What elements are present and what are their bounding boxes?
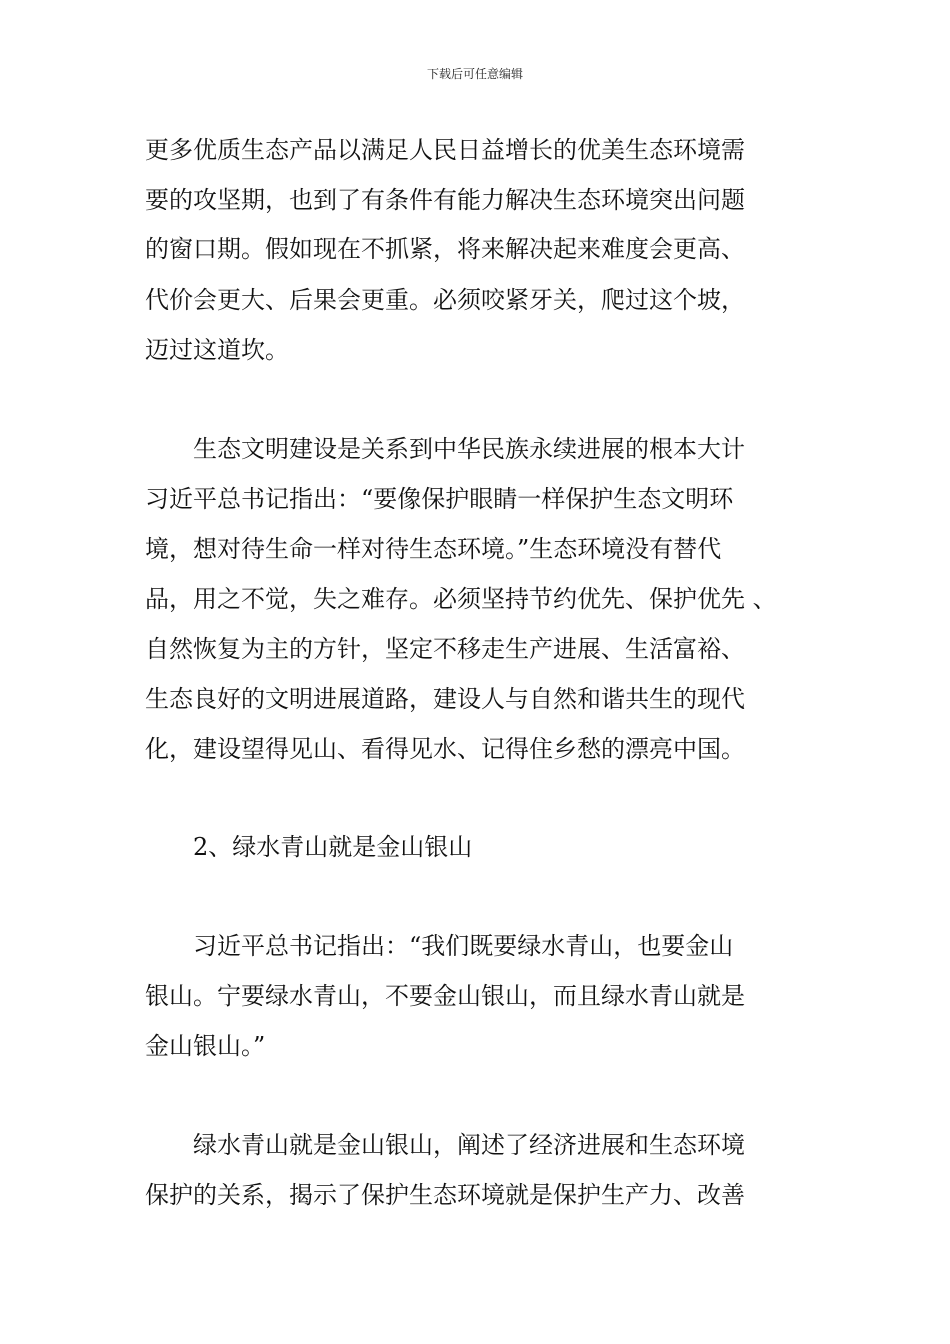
paragraph-line: 迈过这道坎。 xyxy=(145,336,289,364)
paragraph-line: 金山银山。” xyxy=(145,1032,266,1060)
paragraph-line: 代价会更大、后果会更重。必须咬紧牙关，爬过这个坡， xyxy=(145,286,745,314)
paragraph-line: 银山。宁要绿水青山，不要金山银山，而且绿水青山就是 xyxy=(145,982,745,1010)
paragraph-line: 习近平总书记指出：“要像保护眼睛一样保护生态文明环 xyxy=(145,485,734,513)
paragraph-line: 习近平总书记指出：“我们既要绿水青山，也要金山 xyxy=(193,932,734,960)
paragraph-line: 品，用之不觉，失之难存。必须坚持节约优先、保护优先 、 xyxy=(145,585,777,613)
paragraph-line: 保护的关系，揭示了保护生态环境就是保护生产力、改善 xyxy=(145,1181,745,1209)
paragraph-line: 要的攻坚期，也到了有条件有能力解决生态环境突出问题 xyxy=(145,186,745,214)
paragraph-line: 生态良好的文明进展道路，建设人与自然和谐共生的现代 xyxy=(145,685,745,713)
paragraph-line: 绿水青山就是金山银山，阐述了经济进展和生态环境 xyxy=(193,1131,745,1159)
paragraph-line: 更多优质生态产品以满足人民日益增长的优美生态环境需 xyxy=(145,136,745,164)
paragraph-line: 的窗口期。假如现在不抓紧，将来解决起来难度会更高、 xyxy=(145,235,745,263)
paragraph-line: 生态文明建设是关系到中华民族永续进展的根本大计 xyxy=(193,435,745,463)
paragraph-line: 境，想对待生命一样对待生态环境。”生态环境没有替代 xyxy=(145,535,722,563)
section-heading: 2、绿水青山就是金山银山 xyxy=(193,833,473,861)
paragraph-line: 化，建设望得见山、看得见水、记得住乡愁的漂亮中国。 xyxy=(145,735,745,763)
page-header: 下载后可任意编辑 xyxy=(426,67,523,81)
paragraph-line: 自然恢复为主的方针，坚定不移走生产进展、生活富裕、 xyxy=(145,635,745,663)
